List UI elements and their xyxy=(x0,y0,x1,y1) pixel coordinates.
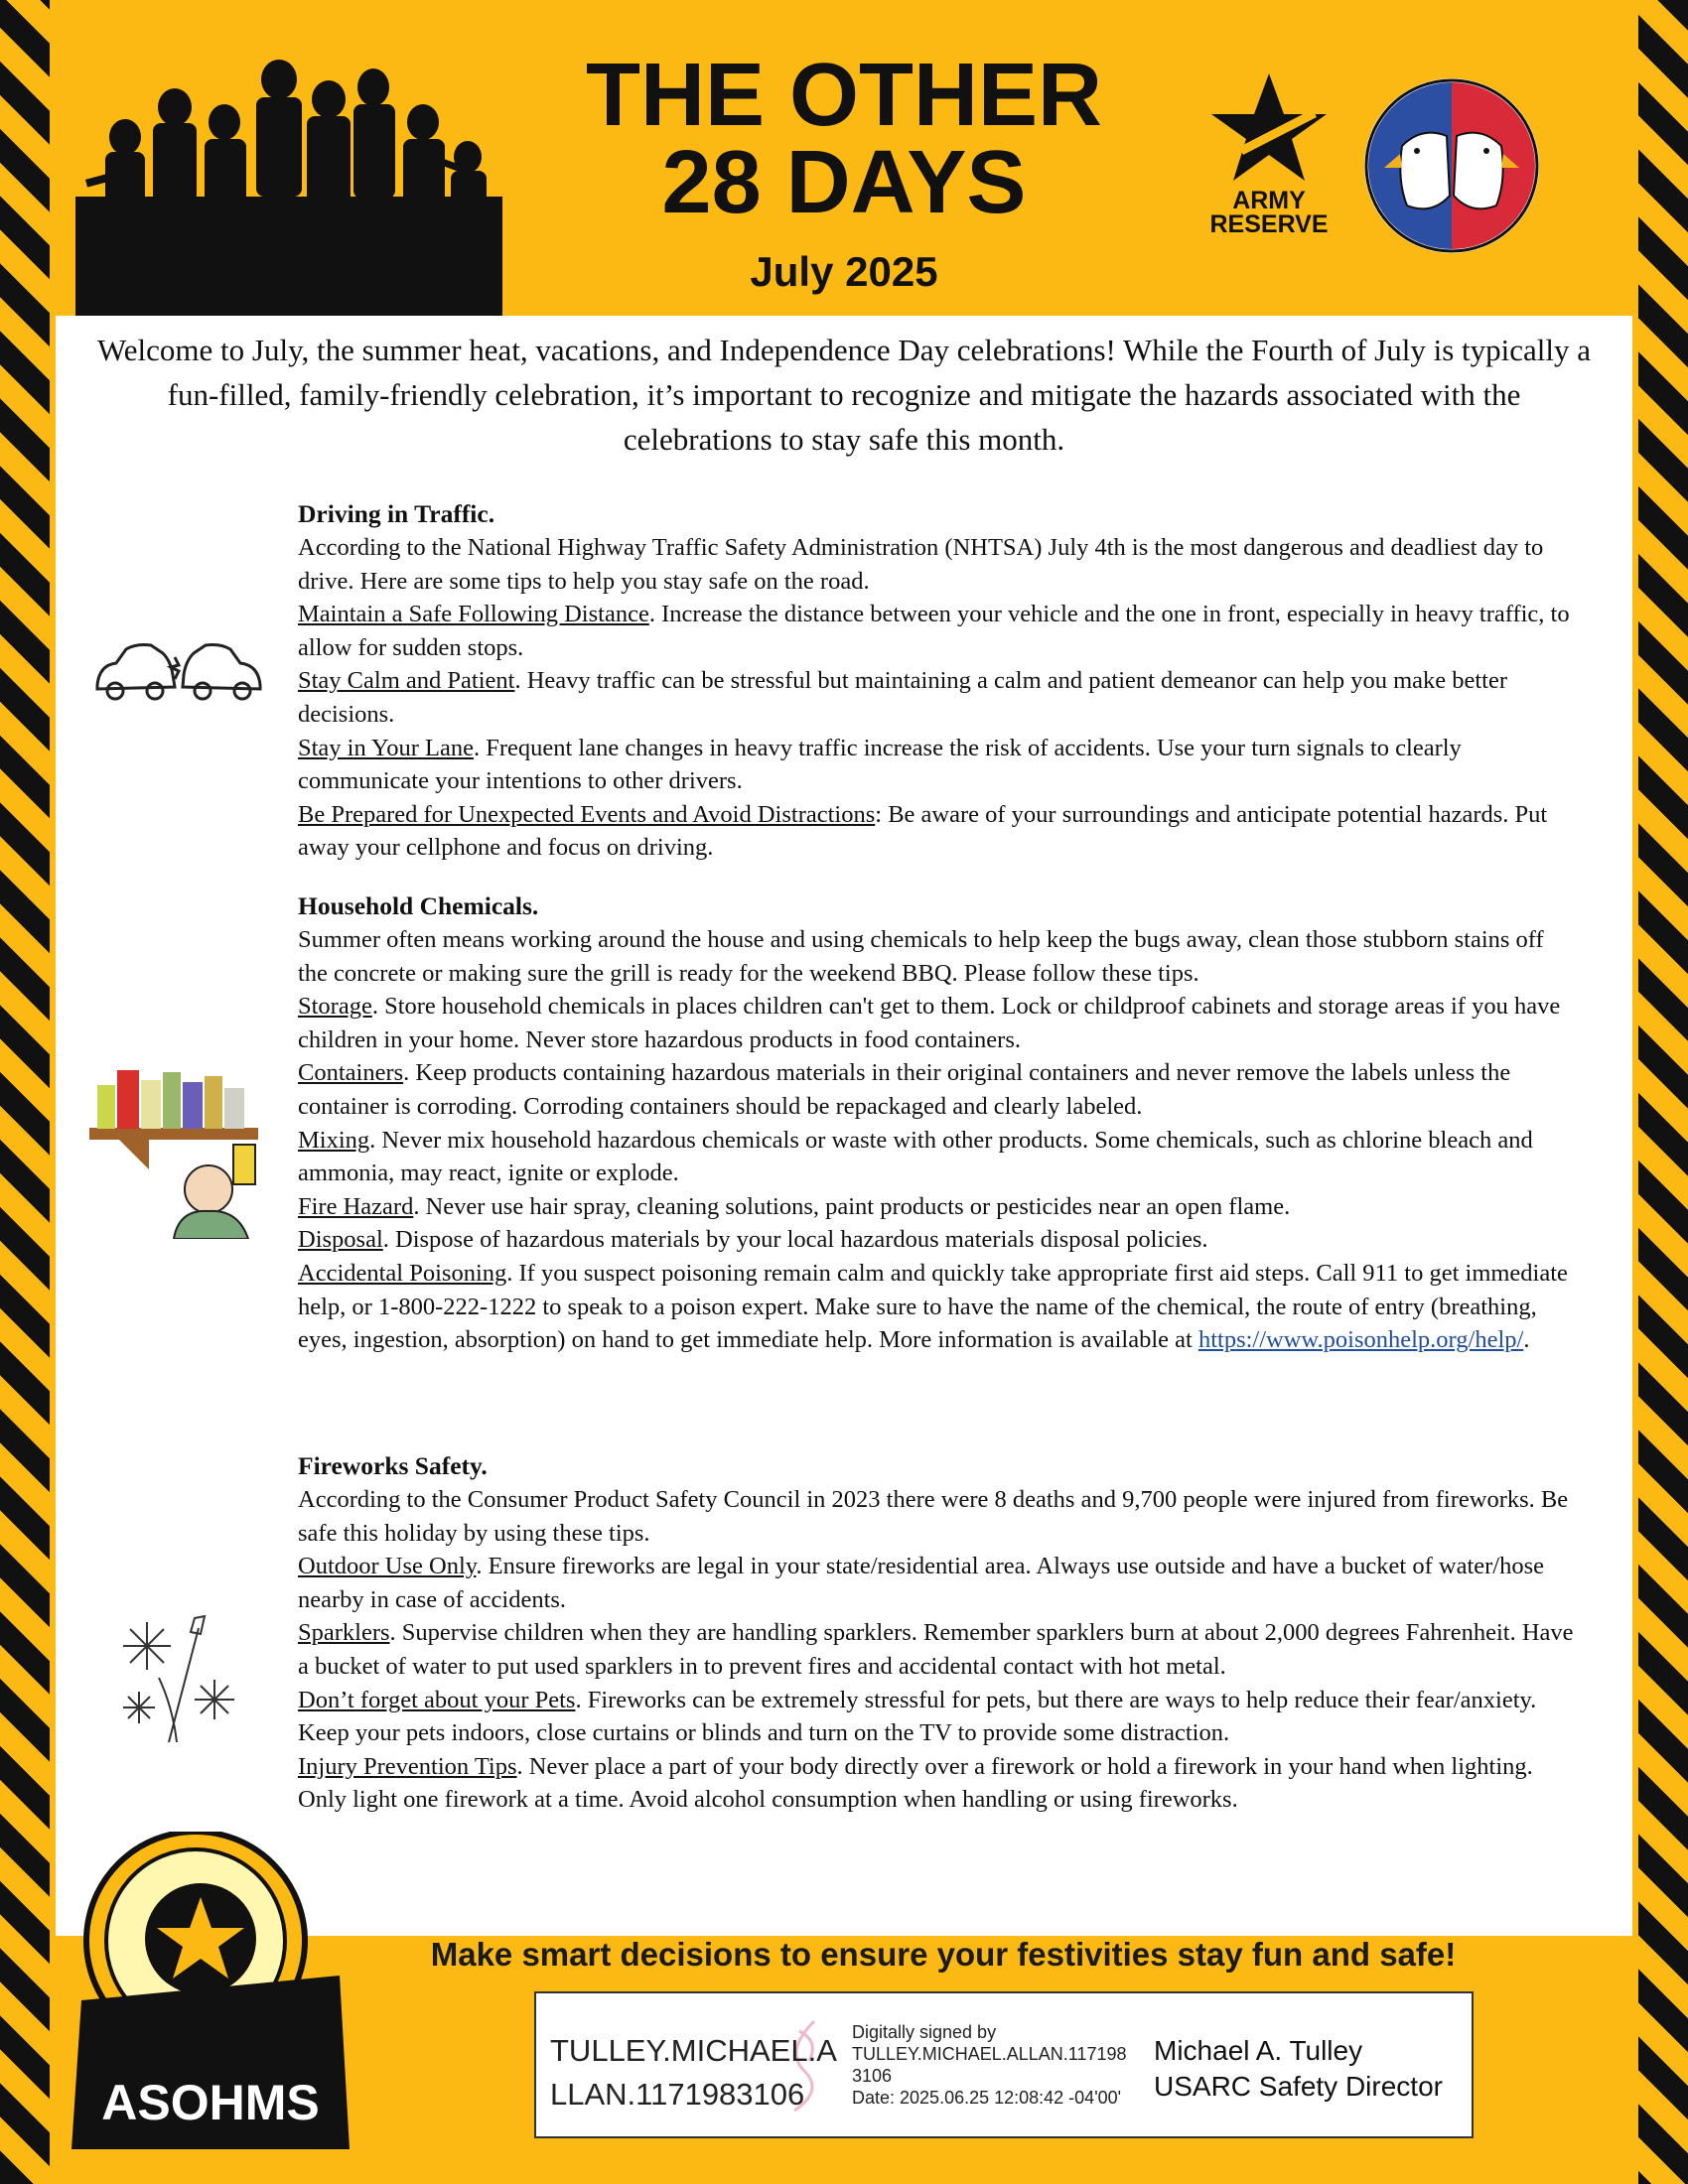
fireworks-tip xyxy=(298,1616,1579,1683)
chemicals-tip-label: Mixing xyxy=(298,1126,370,1154)
title-line-1: THE OTHER xyxy=(585,46,1102,145)
asohms-logo-text: ASOHMS xyxy=(101,2075,320,2130)
chemicals-tip xyxy=(298,1257,1579,1357)
chemicals-tip xyxy=(298,990,1579,1056)
fireworks-intro: According to the Consumer Product Safety Council in 2023 there were 8 deaths and 9,700 people were injured from fireworks. Be safe this holiday by using these tips. xyxy=(298,1486,1569,1547)
fireworks-tip-label: Injury Prevention Tips xyxy=(298,1752,517,1780)
driving-tip xyxy=(298,598,1579,664)
signed-name-line1: TULLEY.MICHAEL.ALLAN.117198 xyxy=(852,2044,1127,2064)
driving-tip-label: Be Prepared for Unexpected Events and Avoid Distractions xyxy=(298,800,876,828)
driving-tip xyxy=(298,798,1579,865)
fireworks-tip xyxy=(298,1550,1579,1616)
driving-tip-text: . Increase the distance between your vehicle and the one in front, especially in heavy traffic, to allow for sudden stops. xyxy=(298,601,1570,661)
signature-meta xyxy=(852,2021,1127,2109)
intro-paragraph: Welcome to July, the summer heat, vacations, and Independence Day celebrations! While the Fourth of July is typically a fun-filled, family-friendly celebration, it’s important to recognize and mitigate the hazards associated with the celebrations to stay safe this month. xyxy=(97,333,1591,457)
section-driving xyxy=(298,497,1579,865)
link-period: . xyxy=(1523,1326,1530,1354)
digital-signature-box[interactable] xyxy=(534,1991,1474,2138)
chemicals-heading: Household Chemicals. xyxy=(298,891,539,920)
asohms-logo xyxy=(62,1832,359,2169)
section-chemicals xyxy=(298,889,1579,1357)
driving-tip-text: . Frequent lane changes in heavy traffic increase the risk of accidents. Use your turn signals to clearly communicate your intentions to other drivers. xyxy=(298,734,1462,795)
driving-tip xyxy=(298,664,1579,731)
signed-label: Digitally signed by xyxy=(852,2022,997,2042)
fireworks-tip-label: Outdoor Use Only xyxy=(298,1553,477,1580)
driving-heading: Driving in Traffic. xyxy=(298,499,495,528)
chemicals-tip-text: . Store household chemicals in places children can't get to them. Lock or childproof cabinets and storage areas if you have children in your home. Never store hazardous products in food containers. xyxy=(298,993,1561,1053)
signer-title: USARC Safety Director xyxy=(1154,2071,1443,2102)
driving-tip xyxy=(298,732,1579,798)
title-line-2: 28 DAYS xyxy=(661,133,1027,232)
chemicals-tip-label: Containers xyxy=(298,1059,404,1087)
driving-tip-label: Maintain a Safe Following Distance xyxy=(298,601,649,628)
fireworks-tip-label: Don’t forget about your Pets xyxy=(298,1686,576,1713)
driving-intro: According to the National Highway Traffic Safety Administration (NHTSA) July 4th is the most dangerous and deadliest day to drive. Here are some tips to help you stay safe on the road. xyxy=(298,534,1544,595)
chemicals-tip xyxy=(298,1056,1579,1123)
chemicals-tip-text: . Never mix household hazardous chemicals or waste with other products. Some chemicals, such as chlorine bleach and ammonia, may react, ignite or explode. xyxy=(298,1126,1533,1187)
chemicals-tip-text: . Dispose of hazardous materials by your local hazardous materials disposal policies. xyxy=(382,1226,1208,1254)
chemicals-tip-text: . Never use hair spray, cleaning solutions, paint products or pesticides near an open flame. xyxy=(413,1192,1291,1220)
army-reserve-logo xyxy=(1199,69,1338,258)
section-fireworks xyxy=(298,1449,1579,1817)
signature-name-line1: TULLEY.MICHAEL.A xyxy=(550,2033,837,2068)
chemical-shelf-icon xyxy=(89,1050,268,1239)
chemicals-intro: Summer often means working around the house and using chemicals to help keep the bugs away, clean those stubborn stains off the concrete or making sure the grill is ready for the weekend BBQ. Please follow these tips. xyxy=(298,926,1544,987)
signed-name-line2: 3106 xyxy=(852,2066,893,2086)
fireworks-tip-text: . Supervise children when they are handling sparklers. Remember sparklers burn at about 2,000 degrees Fahrenheit. Have a bucket of water to put used sparklers in to prevent fires and accidental contact with hot metal. xyxy=(298,1619,1574,1680)
poison-help-link[interactable]: https://www.poisonhelp.org/help/ xyxy=(1197,1326,1524,1354)
chemicals-tip-label: Disposal xyxy=(298,1226,383,1254)
soldiers-silhouette xyxy=(75,48,502,316)
fireworks-icon xyxy=(107,1608,256,1747)
fireworks-tip xyxy=(298,1750,1579,1817)
chemicals-tip xyxy=(298,1223,1579,1257)
driving-tip-label: Stay Calm and Patient xyxy=(298,667,515,695)
fireworks-tip-text: . Fireworks can be extremely stressful for pets, but there are ways to help reduce their fear/anxiety. Keep your pets indoors, close curtains or blinds and turn on the TV to provide some distraction. xyxy=(298,1686,1537,1747)
driving-tip-label: Stay in Your Lane xyxy=(298,734,474,761)
car-crash-icon xyxy=(91,635,266,715)
issue-date: July 2025 xyxy=(750,248,938,295)
signer-block xyxy=(1154,2033,1443,2105)
army-star-icon xyxy=(1209,69,1329,189)
chemicals-tip-label: Accidental Poisoning xyxy=(298,1259,507,1287)
chemicals-tip xyxy=(298,1124,1579,1190)
army-text-line1: ARMY xyxy=(1232,187,1306,214)
chemicals-tip xyxy=(298,1190,1579,1224)
signature-name-line2: LLAN.1171983106 xyxy=(550,2077,805,2112)
fireworks-tip-text: . Ensure fireworks are legal in your state/residential area. Always use outside and have a bucket of water/hose nearby in case of accidents. xyxy=(298,1553,1544,1613)
fireworks-tip-label: Sparklers xyxy=(298,1619,390,1647)
chemicals-tip-label: Fire Hazard xyxy=(298,1192,414,1220)
closing-message: Make smart decisions to ensure your festivities stay fun and safe! xyxy=(430,1936,1457,1973)
signed-date: Date: 2025.06.25 12:08:42 -04'00' xyxy=(852,2088,1122,2108)
chemicals-tip-label: Storage xyxy=(298,993,372,1021)
fireworks-tip-text: . Never place a part of your body directly over a firework or hold a firework in your hand when lighting. Only light one firework at a time. Avoid alcohol consumption when handling or using fireworks. xyxy=(298,1752,1533,1814)
eagle-seal-logo xyxy=(1362,76,1541,255)
army-text-line2: RESERVE xyxy=(1209,210,1329,238)
signer-name: Michael A. Tulley xyxy=(1154,2035,1363,2066)
newsletter-title xyxy=(496,46,1192,232)
driving-tip-text: : Be aware of your surroundings and anticipate potential hazards. Put away your cellphone and focus on driving. xyxy=(298,800,1548,862)
fireworks-heading: Fireworks Safety. xyxy=(298,1451,488,1480)
chemicals-tip-text: . If you suspect poisoning remain calm and quickly take appropriate first aid steps. Call 911 to get immediate help, or 1-800-222-1222 to speak to a poison expert. Make sure to have the name of the chemical, the route of entry (breathing, eyes, ingestion, absorption) on hand to get immediate help. More information is available at xyxy=(298,1259,1568,1354)
fireworks-tip xyxy=(298,1684,1579,1750)
driving-tip-text: . Heavy traffic can be stressful but maintaining a calm and patient demeanor can help you make better decisions. xyxy=(298,667,1508,728)
chemicals-tip-text: . Keep products containing hazardous materials in their original containers and never remove the labels unless the container is corroding. Corroding containers should be repackaged and clearly labeled. xyxy=(298,1059,1511,1120)
signature-name xyxy=(550,2029,837,2116)
